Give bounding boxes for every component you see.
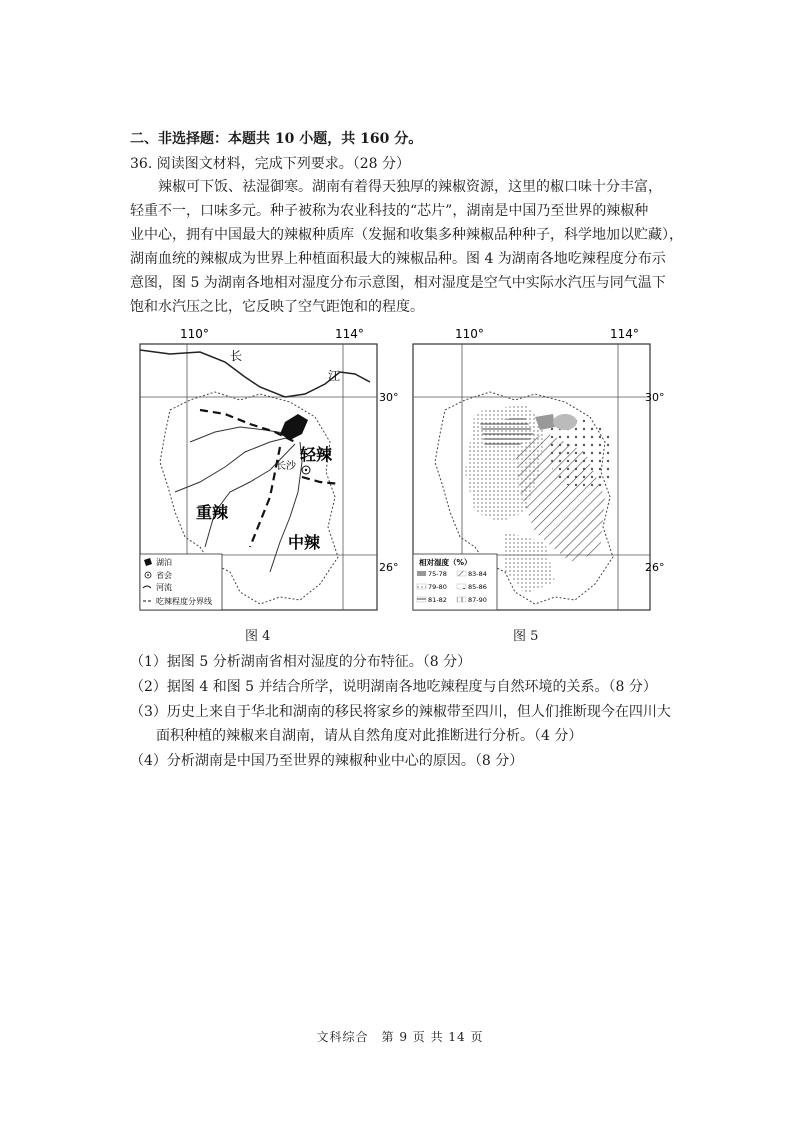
zone-label-light: 轻辣	[300, 445, 333, 464]
zone-label-heavy: 重辣	[196, 503, 229, 522]
zone-85-86	[545, 417, 615, 492]
legend-swatch-83-84	[457, 571, 466, 576]
river-label-jiang: 江	[328, 369, 341, 383]
passage-line: 业中心，拥有中国最大的辣椒种质库（发掘和收集多种辣椒品种种子，科学地加以贮藏），	[130, 227, 683, 243]
river-label-chang: 长	[230, 349, 243, 363]
question-header: 36. 阅读图文材料，完成下列要求。（28 分）	[130, 156, 410, 172]
figure-4-caption: 图 4	[245, 629, 271, 644]
lon-label-110: 110°	[180, 327, 209, 341]
spicy-boundary-line	[302, 477, 340, 484]
capital-icon-dot	[147, 574, 149, 576]
passage-line: 湖南血统的辣椒成为世界上种植面积最大的辣椒品种。图 4 为湖南各地吃辣程度分布示	[130, 251, 666, 267]
figure-4-map	[130, 322, 399, 622]
legend-item: 81-82	[428, 596, 447, 604]
passage-line: 意图，图 5 为湖南各地相对湿度分布示意图，相对湿度是空气中实际水汽压与同气温下	[130, 275, 666, 291]
legend-swatch-75-78	[417, 571, 426, 576]
legend-item: 87-90	[468, 596, 487, 604]
lat-label-30: 30°	[379, 391, 399, 404]
lon-label-110: 110°	[455, 327, 484, 341]
legend-item: 85-86	[468, 583, 487, 591]
question-3: （3）历史上来自于华北和湖南的移民将家乡的辣椒带至四川，但人们推断现今在四川大	[130, 704, 671, 720]
lon-label-114: 114°	[610, 327, 639, 341]
passage-line: 饱和水汽压之比，它反映了空气距饱和的程度。	[130, 299, 424, 315]
question-1: （1）据图 5 分析湖南省相对湿度的分布特征。（8 分）	[130, 654, 472, 670]
passage-line: 辣椒可下饭、祛湿御寒。湖南有着得天独厚的辣椒资源，这里的椒口味十分丰富，	[158, 179, 662, 195]
legend-capital: 省会	[156, 571, 172, 580]
section-title: 二、非选择题：本题共 10 小题，共 160 分。	[130, 131, 423, 147]
page-footer: 文科综合 第 9 页 共 14 页	[316, 1030, 484, 1044]
legend-river: 河流	[156, 583, 172, 592]
passage-line: 轻重不一，口味多元。种子被称为农业科技的“芯片”，湖南是中国乃至世界的辣椒种	[130, 203, 649, 219]
legend-swatch-85-86	[457, 584, 466, 589]
lat-label-30: 30°	[645, 391, 665, 404]
city-label-changsha: 长沙	[276, 461, 296, 472]
legend-boundary: 吃辣程度分界线	[156, 597, 212, 606]
figure-5-map	[405, 322, 670, 622]
river-li	[175, 437, 290, 492]
dongting-lake	[280, 414, 308, 440]
question-4: （4）分析湖南是中国乃至世界的辣椒种业中心的原因。（8 分）	[130, 753, 524, 769]
passage	[130, 175, 683, 319]
lon-label-114: 114°	[335, 327, 364, 341]
lat-label-26: 26°	[379, 561, 399, 574]
figure-5-caption: 图 5	[513, 629, 539, 644]
legend-item: 79-80	[428, 583, 447, 591]
legend-lake: 湖泊	[156, 558, 172, 567]
legend-item: 75-78	[428, 570, 447, 578]
river-zi	[205, 444, 295, 547]
legend-title: 相对湿度（%）	[419, 558, 472, 567]
capital-marker-dot	[305, 469, 307, 471]
zone-87-90	[553, 414, 577, 430]
legend-swatch-81-82	[417, 597, 426, 602]
legend-swatch-79-80	[417, 584, 426, 589]
lat-label-26: 26°	[645, 561, 665, 574]
spicy-boundary-line	[200, 410, 295, 442]
river-yuan	[190, 427, 290, 442]
legend-swatch-87-90	[457, 597, 466, 602]
legend-item: 83-84	[468, 570, 487, 578]
zone-label-medium: 中辣	[288, 533, 321, 552]
question-2: （2）据图 4 和图 5 并结合所学，说明湖南各地吃辣程度与自然环境的关系。（8 分）	[130, 679, 657, 695]
question-3-continued: 面积种植的辣椒来自湖南，请从自然角度对此推断进行分析。（4 分）	[156, 728, 583, 744]
